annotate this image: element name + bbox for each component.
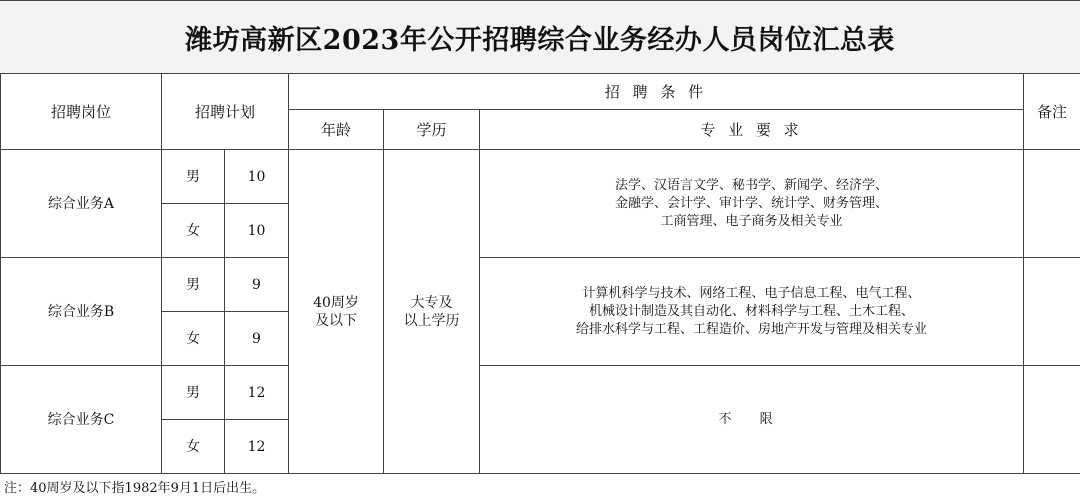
table-row — [1, 150, 1080, 204]
age-line: 及以下 — [315, 312, 358, 329]
major-line: 工商管理、电子商务及相关专业 — [660, 213, 843, 229]
age-line: 40周岁 — [313, 294, 359, 311]
count-cell: 12 — [225, 366, 289, 420]
count-cell: 10 — [225, 150, 289, 204]
remarks-cell — [1024, 258, 1080, 366]
major-requirement: 不 限 — [480, 366, 1024, 474]
count-cell: 10 — [225, 204, 289, 258]
count-cell: 12 — [225, 420, 289, 474]
table-row — [1, 366, 1080, 420]
major-line: 给排水科学与工程、工程造价、房地产开发与管理及相关专业 — [576, 321, 928, 337]
table-row — [1, 258, 1080, 312]
education-requirement — [384, 150, 480, 474]
major-requirement — [480, 150, 1024, 258]
position-name: 综合业务B — [1, 258, 162, 366]
major-line: 计算机科学与技术、网络工程、电子信息工程、电气工程、 — [582, 285, 921, 301]
page-title: 潍坊高新区2023年公开招聘综合业务经办人员岗位汇总表 — [0, 0, 1080, 74]
footnote: 注：40周岁及以下指1982年9月1日后出生。 — [4, 481, 266, 496]
gender-cell: 男 — [162, 258, 225, 312]
remarks-cell — [1024, 366, 1080, 474]
gender-cell: 女 — [162, 420, 225, 474]
gender-cell: 女 — [162, 312, 225, 366]
header-major: 专 业 要 求 — [480, 110, 1024, 150]
header-row-1 — [1, 74, 1080, 110]
major-line: 法学、汉语言文学、秘书学、新闻学、经济学、 — [615, 177, 889, 193]
major-line: 金融学、会计学、审计学、统计学、财务管理、 — [615, 195, 889, 211]
recruitment-summary-table — [0, 73, 1080, 474]
education-line: 以上学历 — [403, 312, 460, 329]
major-requirement — [480, 258, 1024, 366]
gender-cell: 男 — [162, 150, 225, 204]
gender-cell: 女 — [162, 204, 225, 258]
header-position: 招聘岗位 — [1, 74, 162, 150]
position-name: 综合业务A — [1, 150, 162, 258]
header-remarks: 备注 — [1024, 74, 1080, 150]
header-plan: 招聘计划 — [162, 74, 289, 150]
gender-cell: 男 — [162, 366, 225, 420]
count-cell: 9 — [225, 258, 289, 312]
position-name: 综合业务C — [1, 366, 162, 474]
header-age: 年龄 — [289, 110, 384, 150]
header-education: 学历 — [384, 110, 480, 150]
header-conditions: 招 聘 条 件 — [289, 74, 1024, 110]
remarks-cell — [1024, 150, 1080, 258]
count-cell: 9 — [225, 312, 289, 366]
age-requirement — [289, 150, 384, 474]
education-line: 大专及 — [410, 294, 453, 311]
major-line: 机械设计制造及其自动化、材料科学与工程、土木工程、 — [589, 303, 915, 319]
